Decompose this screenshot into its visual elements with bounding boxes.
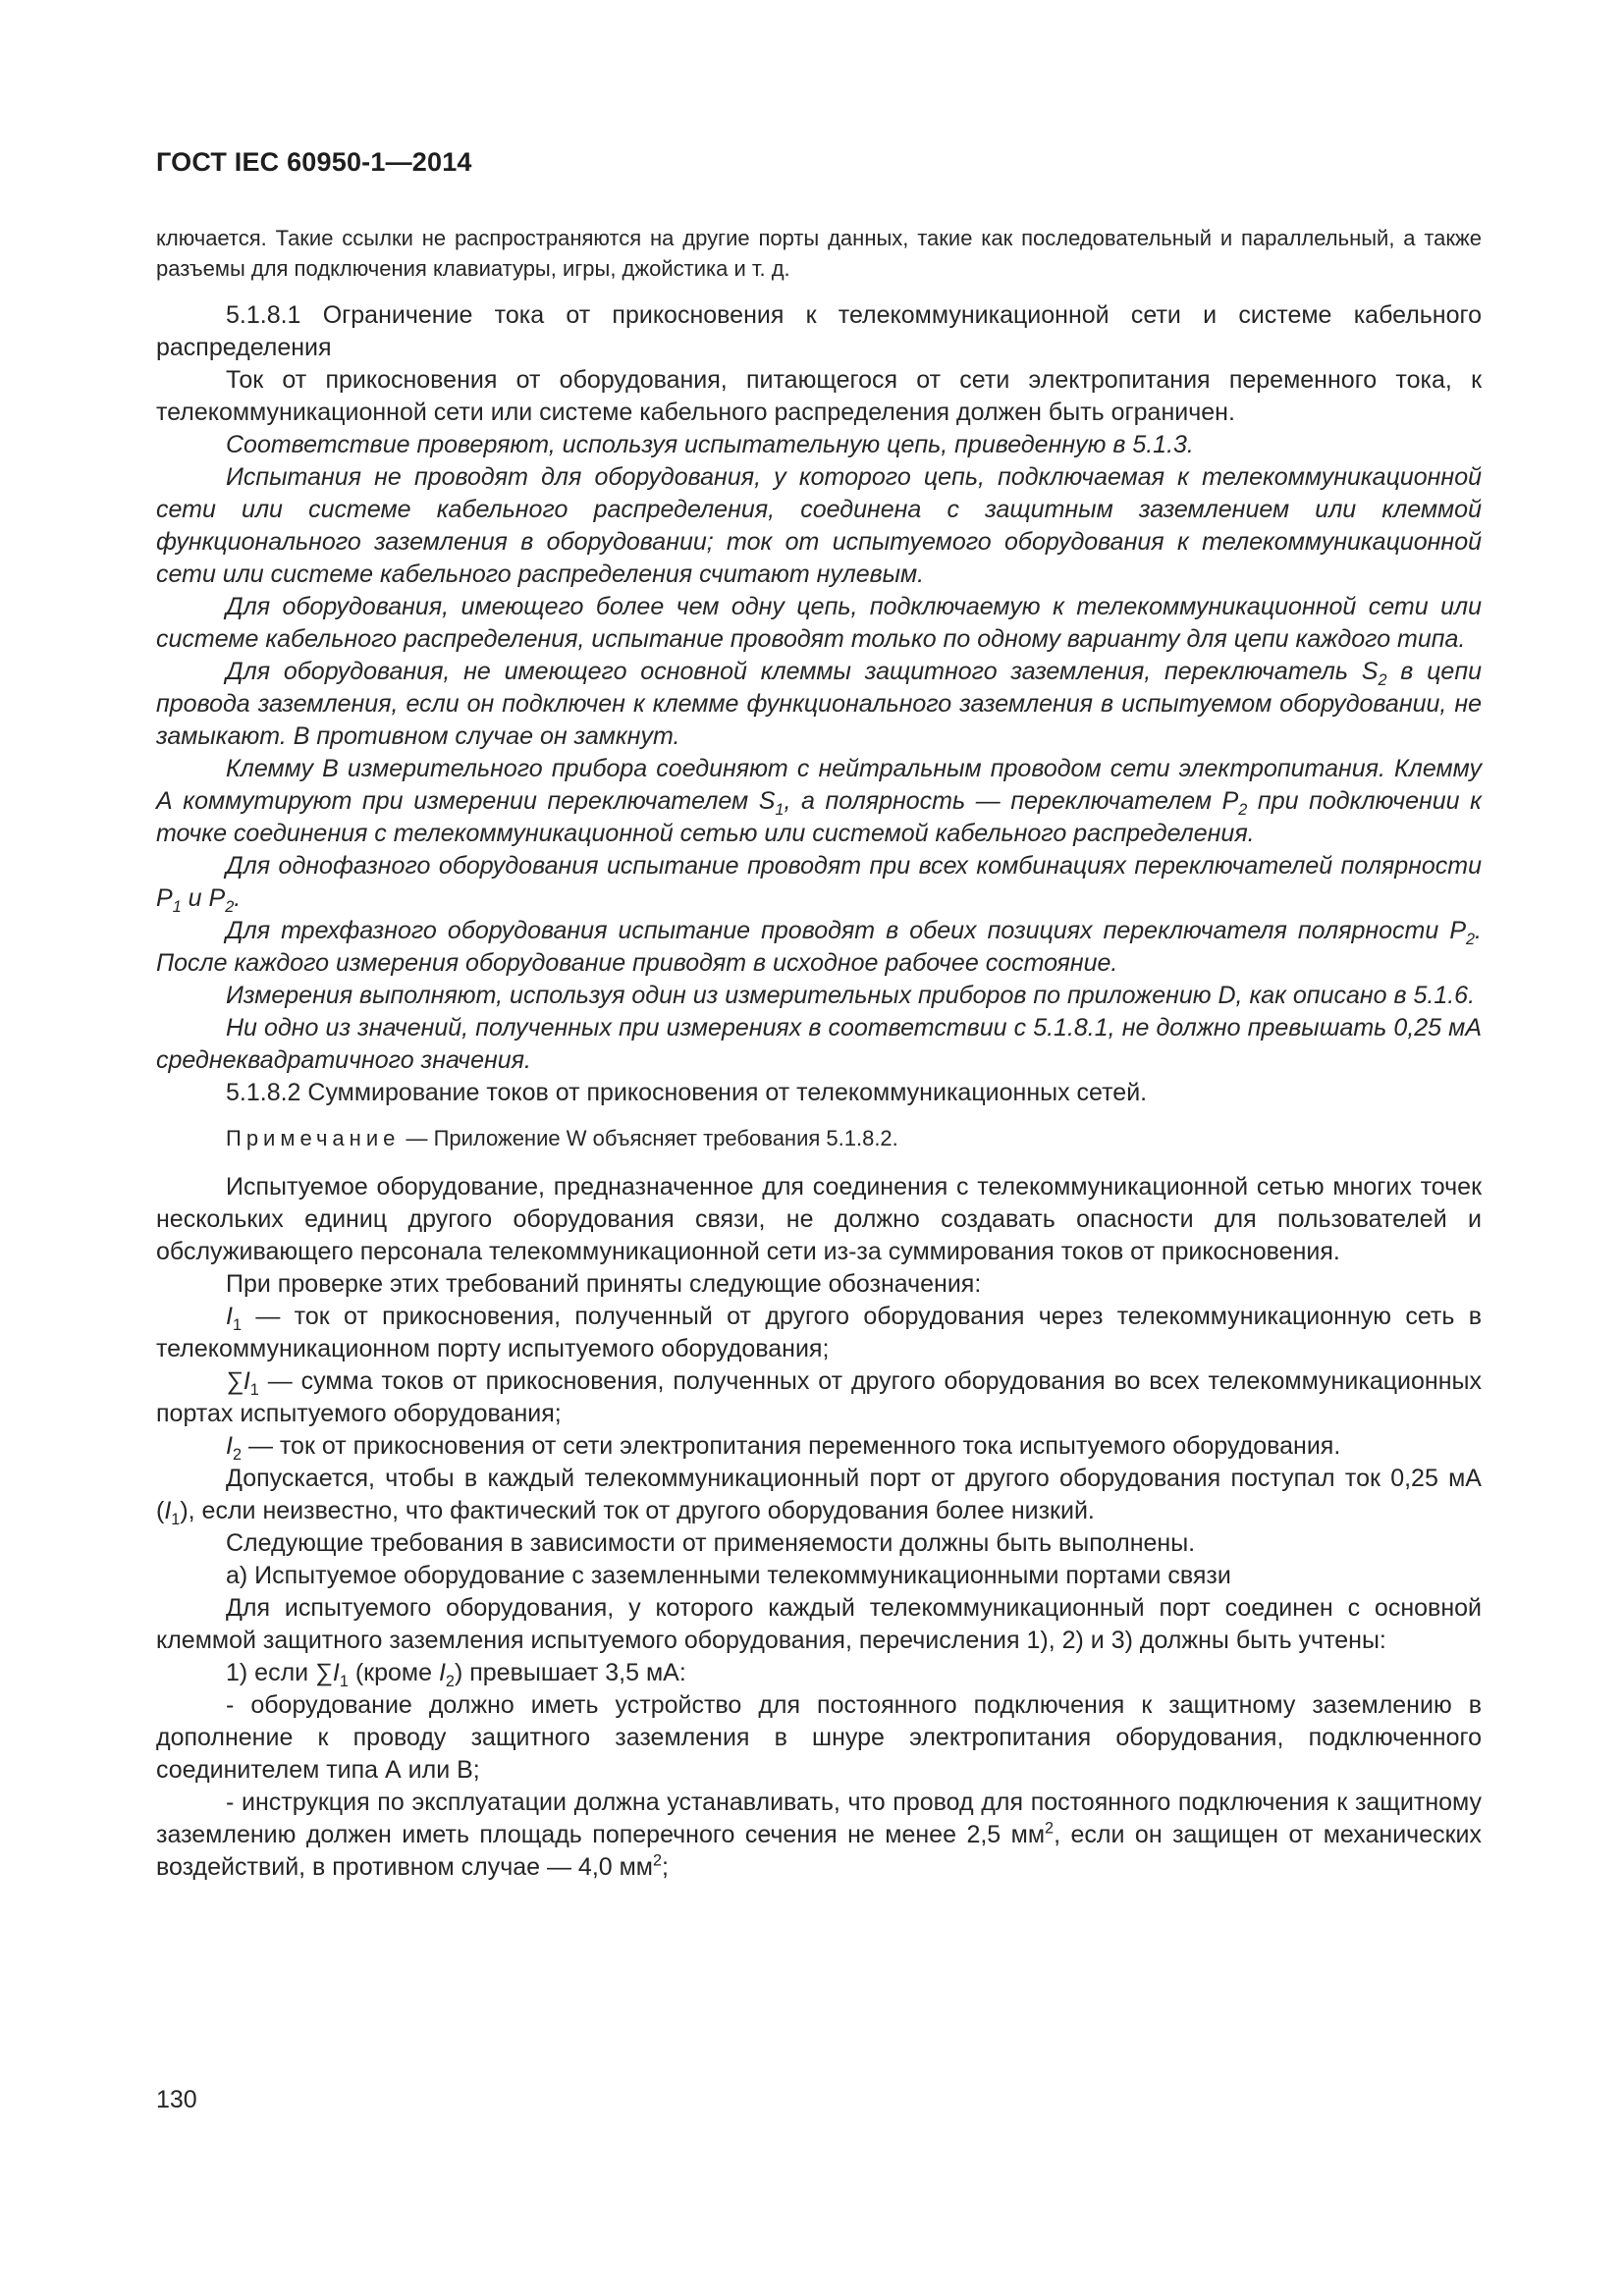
italic-paragraph: Измерения выполняют, используя один из измерительных приборов по приложению D, как описано в 5.1.6.	[226, 982, 1476, 1009]
paragraph: Следующие требования в зависимости от применяемости должны быть выполнены.	[226, 1529, 1196, 1557]
definition-i1: $I_1$ — ток от прикосновения, полученный от другого оборудования через телекоммуникационную сеть в телекоммуникационном порту испытуемого оборудования;	[156, 1303, 1482, 1362]
note-label: Примечание	[226, 1126, 401, 1150]
document-header: ГОСТ IEC 60950-1—2014	[156, 147, 472, 177]
paragraph: Испытуемое оборудование, предназначенное для соединения с телекоммуникационной сетью многих точек нескольких единиц другого оборудования связи, не должно создавать опасности для пользователей и обслуживающего персонала телекоммуникационной сети из-за суммирования токов от прикосновения.	[156, 1173, 1482, 1265]
continuation-paragraph: ключается. Такие ссылки не распространяются на другие порты данных, такие как последовательный и параллельный, а также разъемы для подключения клавиатуры, игры, джойстика и т. д.	[156, 226, 1482, 281]
definition-sum-i1: $\sum I_1$ — сумма токов от прикосновения, полученных от другого оборудования во всех телекоммуникационных портах испытуемого оборудования;	[156, 1367, 1482, 1427]
italic-paragraph: Для оборудования, имеющего более чем одну цепь, подключаемую к телекоммуникационной сети или системе кабельного распределения, испытание проводят только по одному варианту для цепи каждого типа.	[156, 593, 1482, 653]
italic-paragraph: Испытания не проводят для оборудования, у которого цепь, подключаемая к телекоммуникационной сети или системе кабельного распределения, соединена с защитным заземлением или клеммой функционального заземления в оборудовании; ток от испытуемого оборудования к телекоммуникационной сети или системе кабельного распределения считают нулевым.	[156, 463, 1482, 588]
italic-paragraph: Для однофазного оборудования испытание проводят при всех комбинациях переключателей полярности $P_1$ и $P_2$.	[156, 852, 1482, 916]
paragraph: Допускается, чтобы в каждый телекоммуникационный порт от другого оборудования поступал ток 0,25 мА $(I_1)$, если неизвестно, что фактический ток от другого оборудования более низкий.	[156, 1465, 1482, 1528]
list-item: 1) если $\sum I_1$ (кроме $I_2$) превышает 3,5 мА:	[226, 1659, 686, 1690]
note: Примечание — Приложение W объясняет требования 5.1.8.2.	[226, 1126, 898, 1150]
italic-paragraph: Соответствие проверяют, используя испытательную цепь, приведенную в 5.1.3.	[226, 431, 1194, 458]
page-number: 130	[156, 2086, 197, 2113]
italic-paragraph: Для трехфазного оборудования испытание проводят в обеих позициях переключателя полярности $P_2$. После каждого измерения оборудование приводят в исходное рабочее состояние.	[156, 917, 1482, 977]
paragraph: При проверке этих требований приняты следующие обозначения:	[226, 1270, 982, 1298]
section-5-1-8-2-title: 5.1.8.2 Суммирование токов от прикосновения от телекоммуникационных сетей.	[226, 1079, 1148, 1106]
paragraph: Ток от прикосновения от оборудования, питающегося от сети электропитания переменного тока, к телекоммуникационной сети или системе кабельного распределения должен быть ограничен.	[156, 366, 1482, 426]
italic-paragraph: Ни одно из значений, полученных при измерениях в соответствии с 5.1.8.1, не должно превышать 0,25 мА среднеквадратичного значения.	[156, 1014, 1482, 1074]
list-item: - оборудование должно иметь устройство для постоянного подключения к защитному заземлению в дополнение к проводу защитного заземления в шнуре электропитания оборудования, подключенного соединителем типа А или В;	[156, 1691, 1482, 1784]
section-5-1-8-1-title: 5.1.8.1 Ограничение тока от прикосновения к телекоммуникационной сети и системе кабельного распределения	[156, 301, 1482, 361]
italic-paragraph: Для оборудования, не имеющего основной клеммы защитного заземления, переключатель $S_2$ в цепи провода заземления, если он подключен к клемме функционального заземления в испытуемом оборудовании, не замыкают. В противном случае он замкнут.	[156, 658, 1482, 750]
paragraph: Для испытуемого оборудования, у которого каждый телекоммуникационный порт соединен с основной клеммой защитного заземления испытуемого оборудования, перечисления 1), 2) и 3) должны быть учтены:	[156, 1594, 1482, 1654]
list-item: - инструкция по эксплуатации должна устанавливать, что провод для постоянного подключения к защитному заземлению должен иметь площадь поперечного сечения не менее 2,5 $мм^2$, если он защищен от механических воздействий, в противном случае — 4,0 $мм^2$;	[156, 1789, 1482, 1881]
document-body	[156, 223, 1482, 1884]
paragraph: а) Испытуемое оборудование с заземленными телекоммуникационными портами связи	[226, 1562, 1231, 1589]
definition-i2: $I_2$ — ток от прикосновения от сети электропитания переменного тока испытуемого оборудования.	[226, 1432, 1341, 1464]
italic-paragraph: Клемму В измерительного прибора соединяют с нейтральным проводом сети электропитания. Клемму А коммутируют при измерении переключателем $S_1$, а полярность — переключателем $P_2$ при подключении к точке соединения с телекоммуникационной сетью или системой кабельного распределения.	[156, 755, 1482, 847]
